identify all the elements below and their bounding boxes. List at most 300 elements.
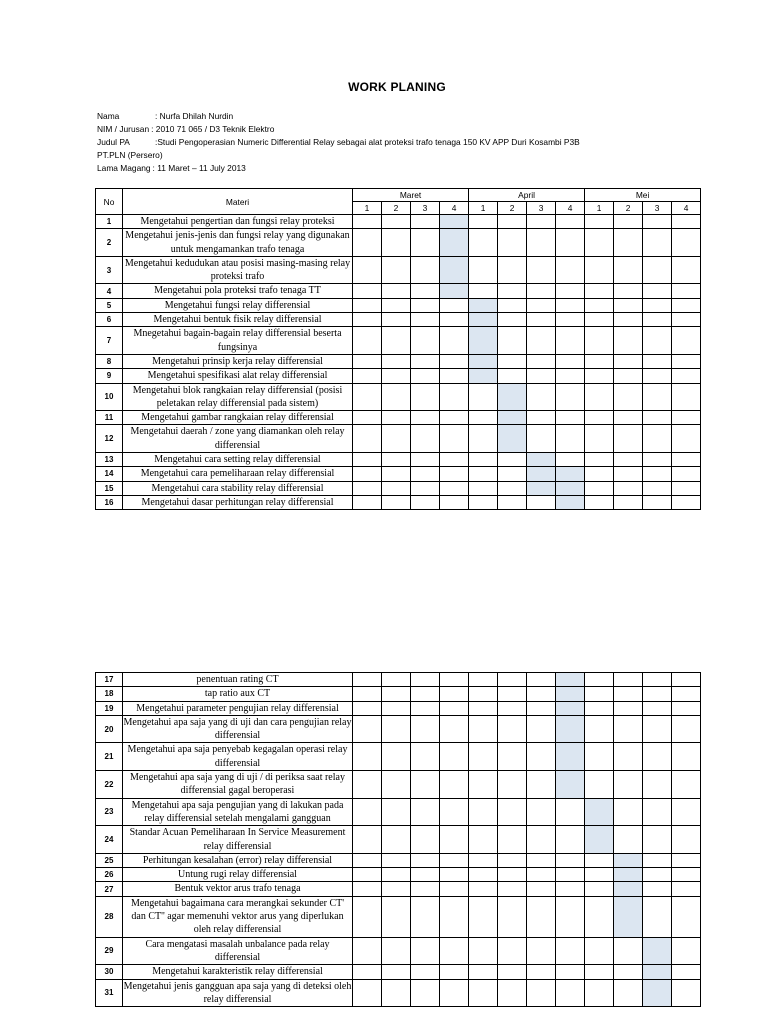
week-cell (527, 687, 556, 701)
week-cell (353, 937, 382, 965)
week-cell (440, 495, 469, 509)
week-cell (585, 369, 614, 383)
week-cell (353, 313, 382, 327)
week-cell (382, 425, 411, 453)
week-cell (585, 411, 614, 425)
week-cell (440, 853, 469, 867)
week-cell-scheduled (585, 798, 614, 826)
week-cell (469, 411, 498, 425)
week-cell (585, 481, 614, 495)
week-cell (527, 868, 556, 882)
info-value: : 11 Maret – 11 July 2013 (152, 163, 246, 174)
week-cell (469, 495, 498, 509)
week-cell (498, 868, 527, 882)
week-cell (556, 937, 585, 965)
week-cell (585, 298, 614, 312)
week-cell (614, 965, 643, 979)
week-cell (527, 673, 556, 687)
week-cell (614, 425, 643, 453)
week-cell (382, 284, 411, 298)
week-cell (643, 256, 672, 284)
week-cell (614, 979, 643, 1007)
week-cell (614, 327, 643, 355)
week-cell (585, 896, 614, 937)
week-cell (614, 495, 643, 509)
week-cell (585, 383, 614, 411)
week-cell (585, 467, 614, 481)
table-row (96, 979, 701, 1007)
row-number: 5 (96, 298, 123, 312)
week-cell (469, 896, 498, 937)
week-cell (353, 215, 382, 229)
week-cell-scheduled (643, 979, 672, 1007)
week-cell-scheduled (556, 701, 585, 715)
week-cell (585, 229, 614, 257)
week-cell (469, 673, 498, 687)
table-row (96, 327, 701, 355)
table-row (96, 896, 701, 937)
week-cell (469, 467, 498, 481)
week-cell (353, 853, 382, 867)
week-cell (411, 354, 440, 368)
week-cell (672, 896, 701, 937)
row-materi: Mengetahui cara stability relay differensial (123, 481, 353, 495)
week-cell (614, 798, 643, 826)
row-number: 9 (96, 369, 123, 383)
row-materi: Perhitungan kesalahan (error) relay differensial (123, 853, 353, 867)
week-cell (382, 495, 411, 509)
week-cell (643, 327, 672, 355)
week-cell-scheduled (614, 882, 643, 896)
row-number: 6 (96, 313, 123, 327)
week-cell (614, 383, 643, 411)
week-cell-scheduled (527, 467, 556, 481)
week-cell (498, 882, 527, 896)
week-cell (527, 411, 556, 425)
info-value: :Studi Pengoperasian Numeric Differential Relay sebagai alat proteksi trafo tenaga 150 KV APP Duri Kosambi P3B (155, 137, 580, 148)
week-cell (643, 411, 672, 425)
row-number: 29 (96, 937, 123, 965)
week-cell (672, 453, 701, 467)
week-cell (411, 284, 440, 298)
table-row (96, 701, 701, 715)
row-materi: Mnegetahui bagain-bagain relay differensial beserta fungsinya (123, 327, 353, 355)
week-header: 1 (353, 202, 382, 215)
week-cell (527, 965, 556, 979)
week-cell (411, 256, 440, 284)
row-number: 12 (96, 425, 123, 453)
week-cell-scheduled (469, 313, 498, 327)
row-materi: Mengetahui pengertian dan fungsi relay proteksi (123, 215, 353, 229)
row-materi: Mengetahui kedudukan atau posisi masing-masing relay proteksi trafo (123, 256, 353, 284)
week-cell (353, 298, 382, 312)
week-cell (672, 229, 701, 257)
week-cell (643, 298, 672, 312)
table-row (96, 868, 701, 882)
table-row (96, 369, 701, 383)
row-materi: Mengetahui jenis-jenis dan fungsi relay yang digunakan untuk mengamankan trafo tenaga (123, 229, 353, 257)
week-cell (643, 369, 672, 383)
row-number: 22 (96, 771, 123, 799)
week-cell (498, 284, 527, 298)
week-cell (411, 383, 440, 411)
week-cell (440, 354, 469, 368)
week-cell (643, 896, 672, 937)
row-materi: Standar Acuan Pemeliharaan In Service Measurement relay differensial (123, 826, 353, 854)
week-cell (469, 284, 498, 298)
week-cell (585, 771, 614, 799)
week-cell-scheduled (440, 284, 469, 298)
week-cell (440, 425, 469, 453)
week-cell (614, 256, 643, 284)
week-cell-scheduled (643, 937, 672, 965)
info-value: PT.PLN (Persero) (97, 150, 163, 161)
week-cell (353, 369, 382, 383)
week-cell (643, 743, 672, 771)
table-row (96, 298, 701, 312)
week-cell (382, 298, 411, 312)
week-cell (527, 215, 556, 229)
week-cell (556, 229, 585, 257)
week-cell (614, 354, 643, 368)
week-cell (411, 979, 440, 1007)
week-cell (498, 771, 527, 799)
week-cell (556, 411, 585, 425)
week-cell (556, 882, 585, 896)
week-cell (585, 853, 614, 867)
row-number: 20 (96, 715, 123, 743)
week-cell (382, 937, 411, 965)
week-cell (411, 868, 440, 882)
table-row (96, 743, 701, 771)
row-number: 15 (96, 481, 123, 495)
table-row (96, 673, 701, 687)
week-cell (382, 826, 411, 854)
week-cell (614, 453, 643, 467)
week-cell (643, 882, 672, 896)
week-cell (382, 256, 411, 284)
row-materi: Mengetahui daerah / zone yang diamankan oleh relay differensial (123, 425, 353, 453)
week-cell (672, 284, 701, 298)
week-cell (527, 327, 556, 355)
week-cell (469, 453, 498, 467)
week-cell (469, 882, 498, 896)
week-cell (643, 826, 672, 854)
row-number: 16 (96, 495, 123, 509)
info-row-judul (97, 136, 580, 149)
week-cell (382, 853, 411, 867)
week-cell (672, 313, 701, 327)
week-cell (672, 673, 701, 687)
week-cell (556, 798, 585, 826)
row-materi: Mengetahui blok rangkaian relay differensial (posisi peletakan relay differensial pada sistem) (123, 383, 353, 411)
week-cell (382, 868, 411, 882)
row-number: 2 (96, 229, 123, 257)
week-cell (614, 411, 643, 425)
week-cell (498, 298, 527, 312)
row-number: 11 (96, 411, 123, 425)
week-cell (411, 229, 440, 257)
week-cell-scheduled (585, 826, 614, 854)
work-plan-table-2 (95, 672, 701, 1007)
week-cell (382, 896, 411, 937)
row-materi: Mengetahui bagaimana cara merangkai sekunder CT' dan CT'' agar memenuhi vektor arus yang diperlukan oleh relay differensial (123, 896, 353, 937)
week-cell (498, 354, 527, 368)
week-cell (353, 715, 382, 743)
info-row-judul-cont (97, 149, 580, 162)
week-cell (672, 354, 701, 368)
row-materi: Mengetahui apa saja pengujian yang di lakukan pada relay differensial setelah mengalami gangguan (123, 798, 353, 826)
week-header: 1 (585, 202, 614, 215)
row-materi: Mengetahui parameter pengujian relay differensial (123, 701, 353, 715)
week-cell (614, 673, 643, 687)
week-cell (672, 798, 701, 826)
week-cell (527, 826, 556, 854)
week-cell-scheduled (643, 965, 672, 979)
row-number: 18 (96, 687, 123, 701)
table-row (96, 798, 701, 826)
week-cell (440, 701, 469, 715)
week-cell-scheduled (556, 481, 585, 495)
week-cell (556, 298, 585, 312)
row-number: 1 (96, 215, 123, 229)
week-cell (527, 853, 556, 867)
week-cell (382, 715, 411, 743)
week-cell-scheduled (614, 853, 643, 867)
row-materi: Mengetahui apa saja yang di uji / di periksa saat relay differensial gagal beroperasi (123, 771, 353, 799)
week-cell (643, 284, 672, 298)
week-cell (440, 979, 469, 1007)
info-label: Lama Magang (97, 163, 151, 174)
week-cell (382, 882, 411, 896)
row-number: 7 (96, 327, 123, 355)
week-cell (614, 369, 643, 383)
week-cell (382, 383, 411, 411)
week-cell (643, 229, 672, 257)
week-cell (614, 215, 643, 229)
week-cell-scheduled (469, 354, 498, 368)
week-cell (585, 284, 614, 298)
week-cell (527, 701, 556, 715)
week-cell (498, 979, 527, 1007)
week-cell (411, 327, 440, 355)
row-materi: Mengetahui apa saja penyebab kegagalan operasi relay differensial (123, 743, 353, 771)
week-cell (556, 327, 585, 355)
week-cell (411, 495, 440, 509)
row-number: 27 (96, 882, 123, 896)
week-cell (585, 215, 614, 229)
week-cell (440, 383, 469, 411)
row-materi: penentuan rating CT (123, 673, 353, 687)
week-cell (353, 467, 382, 481)
week-cell (382, 215, 411, 229)
table-row (96, 495, 701, 509)
table-row (96, 771, 701, 799)
week-cell (527, 425, 556, 453)
week-cell (498, 853, 527, 867)
row-number: 31 (96, 979, 123, 1007)
student-info (97, 110, 580, 175)
week-header: 1 (469, 202, 498, 215)
table-row (96, 687, 701, 701)
week-cell (556, 369, 585, 383)
week-cell (440, 743, 469, 771)
row-materi: Mengetahui pola proteksi trafo tenaga TT (123, 284, 353, 298)
week-cell (672, 882, 701, 896)
week-cell (614, 229, 643, 257)
row-materi: Mengetahui fungsi relay differensial (123, 298, 353, 312)
week-cell (672, 771, 701, 799)
week-cell (469, 687, 498, 701)
week-cell (469, 256, 498, 284)
week-cell (353, 673, 382, 687)
week-cell (614, 743, 643, 771)
table-row (96, 313, 701, 327)
week-cell (672, 687, 701, 701)
table-row (96, 383, 701, 411)
week-cell (353, 229, 382, 257)
week-cell (643, 701, 672, 715)
week-cell (672, 383, 701, 411)
week-cell (498, 826, 527, 854)
info-row-nim (97, 123, 580, 136)
week-cell (411, 298, 440, 312)
week-header: 2 (498, 202, 527, 215)
week-cell (382, 354, 411, 368)
week-cell (411, 743, 440, 771)
row-number: 17 (96, 673, 123, 687)
week-cell (556, 383, 585, 411)
week-cell (643, 453, 672, 467)
row-number: 3 (96, 256, 123, 284)
week-header: 3 (527, 202, 556, 215)
week-cell (498, 687, 527, 701)
week-cell (614, 701, 643, 715)
week-cell (672, 979, 701, 1007)
week-cell (527, 313, 556, 327)
week-cell (353, 453, 382, 467)
week-cell (498, 481, 527, 495)
week-cell (585, 256, 614, 284)
row-number: 14 (96, 467, 123, 481)
column-header-materi: Materi (123, 189, 353, 215)
week-cell (353, 411, 382, 425)
week-cell (411, 467, 440, 481)
week-cell (382, 771, 411, 799)
week-cell (672, 937, 701, 965)
table-row (96, 481, 701, 495)
week-cell (614, 687, 643, 701)
week-cell-scheduled (498, 411, 527, 425)
week-cell (382, 701, 411, 715)
week-cell (556, 896, 585, 937)
week-cell (643, 425, 672, 453)
week-cell (498, 495, 527, 509)
week-cell (353, 826, 382, 854)
week-cell (556, 979, 585, 1007)
row-materi: Bentuk vektor arus trafo tenaga (123, 882, 353, 896)
week-cell (672, 256, 701, 284)
week-cell (498, 229, 527, 257)
week-cell (353, 383, 382, 411)
week-cell (469, 868, 498, 882)
week-cell (469, 979, 498, 1007)
row-materi: Mengetahui gambar rangkaian relay differensial (123, 411, 353, 425)
week-cell-scheduled (440, 215, 469, 229)
week-cell (353, 896, 382, 937)
week-cell (469, 383, 498, 411)
row-materi: Mengetahui apa saja yang di uji dan cara pengujian relay differensial (123, 716, 352, 742)
week-cell (411, 798, 440, 826)
week-cell (498, 256, 527, 284)
week-cell (585, 701, 614, 715)
week-cell-scheduled (527, 453, 556, 467)
week-cell (440, 882, 469, 896)
table-row (96, 467, 701, 481)
week-cell (411, 965, 440, 979)
week-cell (643, 495, 672, 509)
table-row (96, 354, 701, 368)
week-cell (585, 868, 614, 882)
week-cell (585, 453, 614, 467)
week-cell (469, 215, 498, 229)
row-number: 23 (96, 798, 123, 826)
table-row (96, 882, 701, 896)
week-cell (353, 771, 382, 799)
week-cell-scheduled (556, 673, 585, 687)
week-cell (382, 798, 411, 826)
week-cell (672, 327, 701, 355)
week-cell (469, 826, 498, 854)
info-row-lama (97, 162, 580, 175)
week-cell (614, 771, 643, 799)
week-cell (498, 715, 527, 743)
week-cell (614, 937, 643, 965)
week-cell (411, 313, 440, 327)
week-cell (440, 327, 469, 355)
month-header-april: April (469, 189, 585, 202)
week-cell (469, 425, 498, 453)
row-number: 21 (96, 743, 123, 771)
week-cell (672, 743, 701, 771)
week-cell (353, 284, 382, 298)
week-cell (556, 425, 585, 453)
week-cell (614, 298, 643, 312)
week-cell (469, 771, 498, 799)
week-cell (672, 369, 701, 383)
row-materi: Mengetahui dasar perhitungan relay differensial (123, 495, 353, 509)
row-number: 30 (96, 965, 123, 979)
week-cell (556, 256, 585, 284)
row-materi: Mengetahui cara pemeliharaan relay differensial (123, 467, 353, 481)
table-row (96, 853, 701, 867)
week-cell-scheduled (469, 327, 498, 355)
week-cell (469, 937, 498, 965)
week-cell (556, 868, 585, 882)
week-cell (585, 313, 614, 327)
week-cell (440, 369, 469, 383)
week-cell (585, 965, 614, 979)
row-materi: Mengetahui prinsip kerja relay differensial (123, 354, 353, 368)
week-cell (411, 882, 440, 896)
table-row (96, 229, 701, 257)
work-plan-table-1 (95, 188, 701, 510)
week-cell (498, 215, 527, 229)
week-cell-scheduled (469, 298, 498, 312)
week-cell (353, 798, 382, 826)
week-cell (672, 215, 701, 229)
week-cell (672, 467, 701, 481)
